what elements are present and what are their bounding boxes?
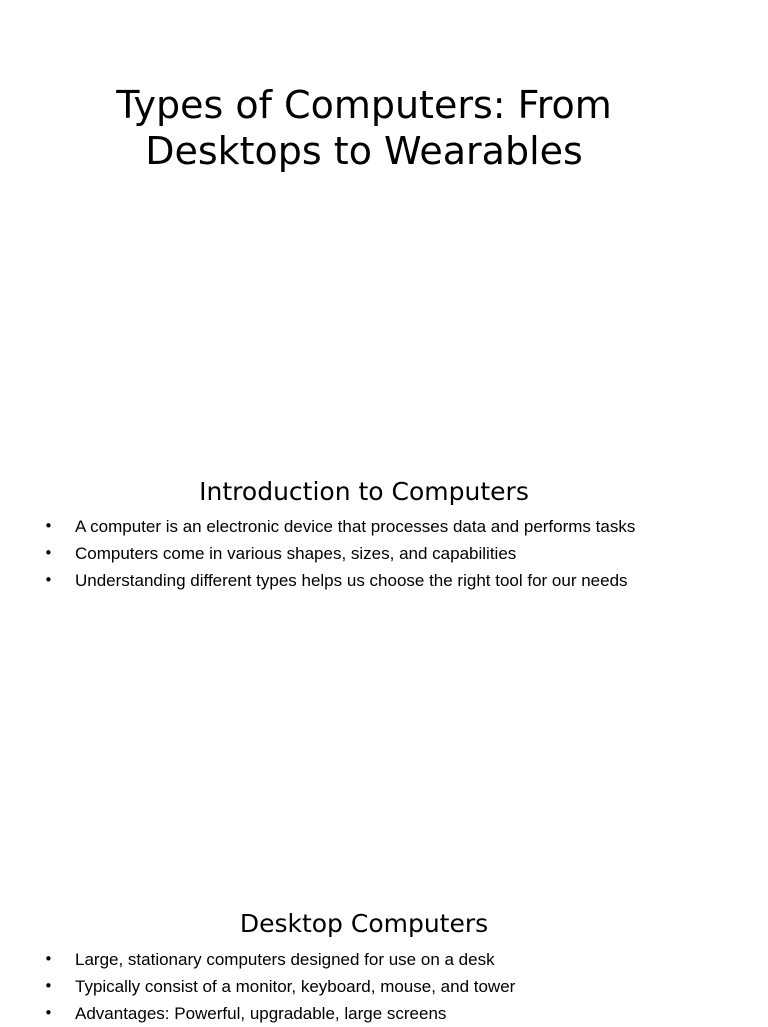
list-item <box>0 567 740 594</box>
bullet-text: Understanding different types helps us choose the right tool for our needs <box>75 571 628 590</box>
bullet-icon: • <box>44 544 53 562</box>
bullet-text: Large, stationary computers designed for use on a desk <box>75 950 495 969</box>
section-heading-desktop-computers: Desktop Computers <box>239 909 489 938</box>
page-title-line-1: Types of Computers: From <box>116 83 612 127</box>
bullet-icon: • <box>44 571 53 589</box>
bullet-list-introduction <box>0 513 740 594</box>
list-item <box>0 973 740 1000</box>
section-heading-introduction: Introduction to Computers <box>199 477 529 506</box>
bullet-text: Typically consist of a monitor, keyboard, mouse, and tower <box>75 977 516 996</box>
bullet-icon: • <box>44 977 53 995</box>
bullet-text: Computers come in various shapes, sizes, and capabilities <box>75 544 517 563</box>
bullet-list-desktop-computers <box>0 946 740 1027</box>
page-title-line-2: Desktops to Wearables <box>145 129 583 173</box>
list-item <box>0 1000 740 1027</box>
bullet-icon: • <box>44 950 53 968</box>
list-item <box>0 946 740 973</box>
list-item <box>0 540 740 567</box>
bullet-icon: • <box>44 1004 53 1022</box>
list-item <box>0 513 740 540</box>
bullet-text: Advantages: Powerful, upgradable, large screens <box>75 1004 447 1023</box>
bullet-icon: • <box>44 517 53 535</box>
page-title <box>0 82 728 174</box>
bullet-text: A computer is an electronic device that processes data and performs tasks <box>75 517 636 536</box>
